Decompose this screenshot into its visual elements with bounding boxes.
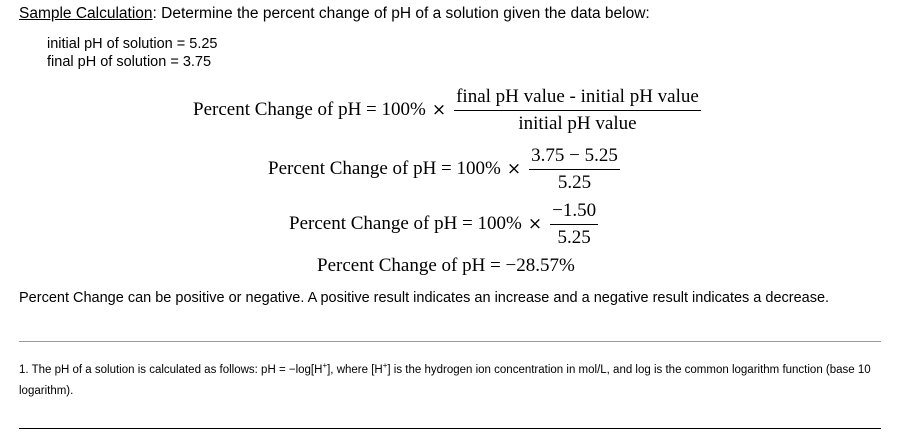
- result-equation: Percent Change of pH = −28.57%: [317, 255, 575, 276]
- divider: [19, 341, 881, 342]
- equation-3: [289, 200, 598, 249]
- given-final: final pH of solution = 3.75: [47, 54, 212, 70]
- equation-2-lhs: Percent Change of pH = 100%: [268, 158, 501, 180]
- bottom-divider: [19, 428, 881, 429]
- given-initial: initial pH of solution = 5.25: [47, 36, 218, 52]
- equation-1-denominator: initial pH value: [518, 112, 637, 134]
- equation-3-numerator: −1.50: [550, 200, 598, 225]
- heading-label: Sample Calculation: [19, 5, 153, 22]
- footnote-part-1: 1. The pH of a solution is calculated as follows: pH = −log[H: [19, 364, 323, 376]
- equation-2-fraction: [529, 145, 620, 194]
- footnote-superscript-2: +: [382, 361, 388, 370]
- times-symbol: ×: [431, 100, 447, 121]
- equation-3-lhs: Percent Change of pH = 100%: [289, 213, 522, 235]
- equation-1-fraction: [454, 86, 701, 135]
- times-symbol: ×: [506, 159, 522, 180]
- heading-text: : Determine the percent change of pH of a solution given the data below:: [152, 5, 650, 22]
- heading: [19, 5, 650, 23]
- equation-1-numerator: final pH value - initial pH value: [454, 86, 701, 111]
- footnote-part-2: ], where [H: [327, 364, 383, 376]
- equation-3-denominator: 5.25: [557, 226, 591, 248]
- equation-1: [193, 86, 701, 135]
- equation-3-fraction: [550, 200, 598, 249]
- footnote-part-3: ] is the hydrogen ion concentration in mol/L, and log is the common logarithm function (base 10 logarithm).: [19, 364, 871, 397]
- equation-2: [268, 145, 620, 194]
- equation-2-numerator: 3.75 − 5.25: [529, 145, 620, 170]
- times-symbol: ×: [527, 214, 543, 235]
- equation-2-denominator: 5.25: [557, 171, 592, 193]
- footnote-superscript-1: +: [322, 361, 328, 370]
- equation-1-lhs: Percent Change of pH = 100%: [193, 99, 426, 121]
- footnote: [19, 360, 879, 402]
- explanation-note: Percent Change can be positive or negative. A positive result indicates an increase and a negative result indicates a decrease.: [19, 290, 830, 306]
